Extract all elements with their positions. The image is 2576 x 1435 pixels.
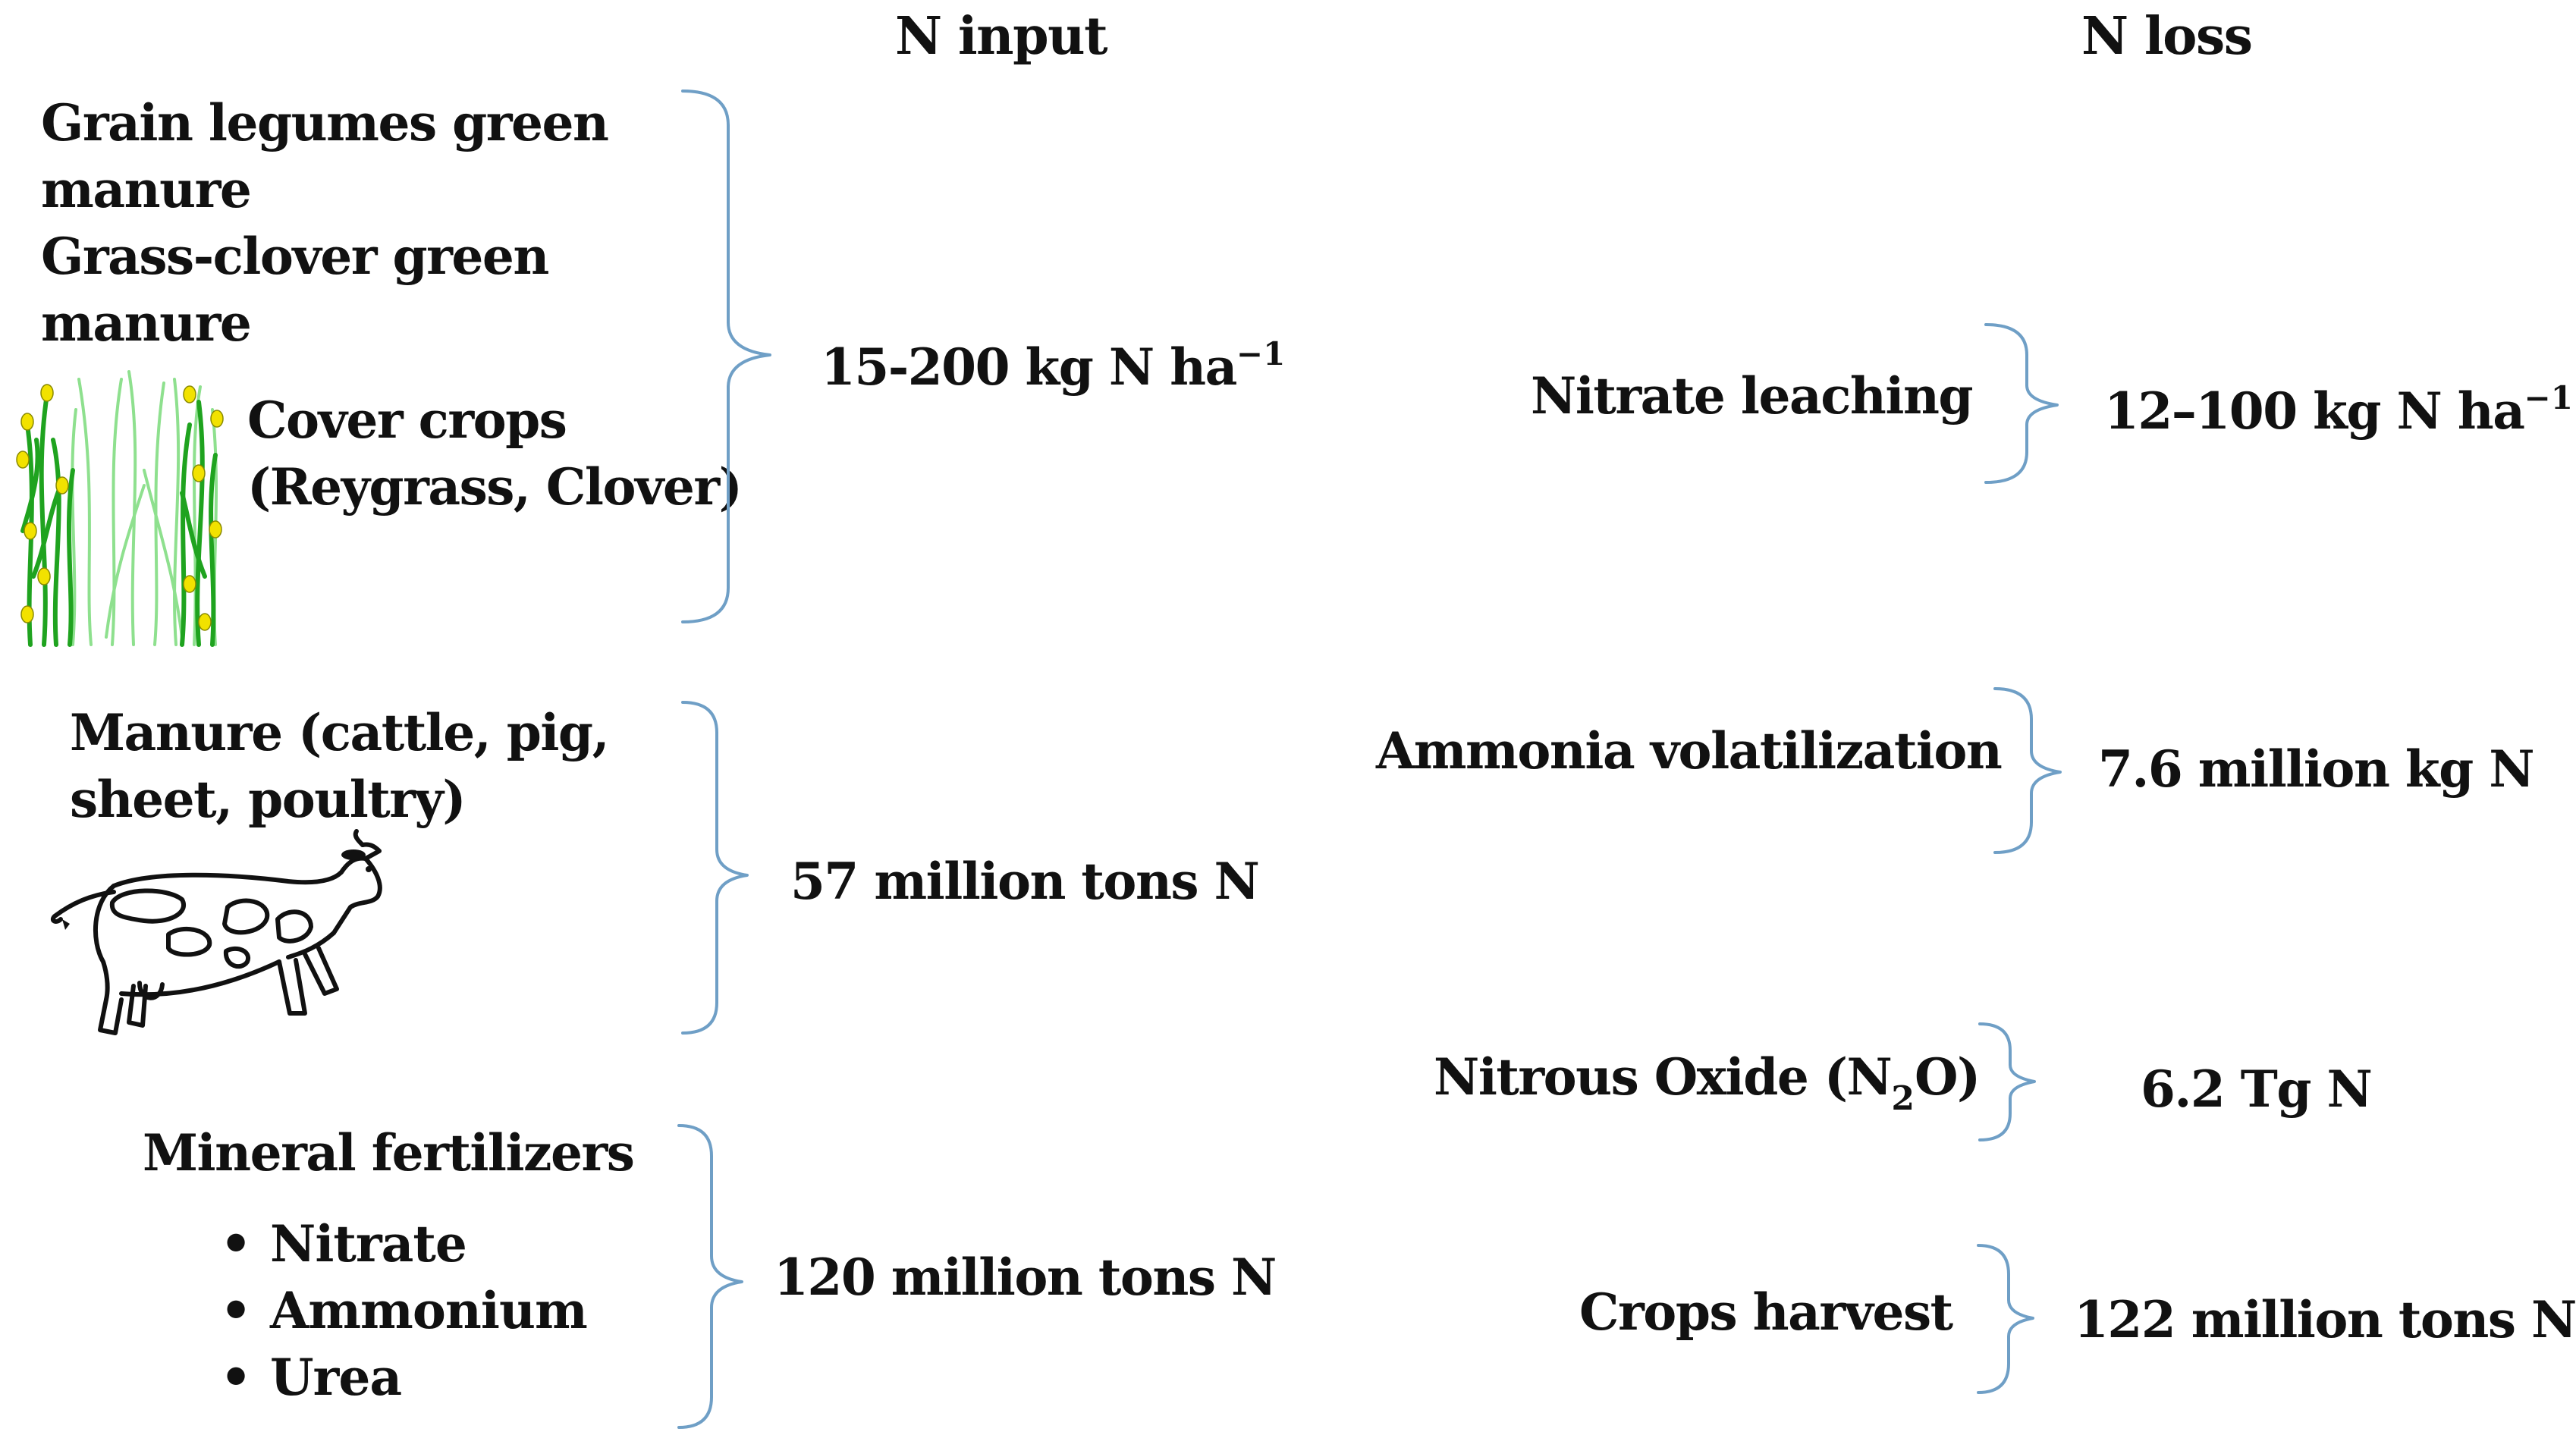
- manure-line-1: Manure (cattle, pig,: [70, 703, 609, 762]
- mineral-item-nitrate: Nitrate: [270, 1214, 467, 1273]
- crops-harvest-label: Crops harvest: [1579, 1283, 1952, 1342]
- legumes-line-1: Grain legumes green: [41, 93, 608, 152]
- nitrous-label-subscript: 2: [1891, 1079, 1915, 1118]
- nitrous-label-pre: Nitrous Oxide (N: [1434, 1047, 1892, 1107]
- legumes-line-4: manure: [41, 294, 251, 353]
- legumes-line-3: Grass-clover green: [41, 227, 548, 286]
- manure-line-2: sheet, poultry): [70, 770, 466, 829]
- nitrous-label-post: O): [1915, 1047, 1980, 1107]
- n-loss-header: N loss: [2081, 6, 2252, 67]
- nitrate-value-exponent: −1: [2524, 379, 2573, 416]
- crops-harvest-value: 122 million tons N: [2074, 1290, 2576, 1349]
- mineral-fertilizers-title: Mineral fertilizers: [143, 1123, 634, 1182]
- legumes-value-main: 15-200 kg N ha: [821, 338, 1236, 397]
- cover-crops-detail: (Reygrass, Clover): [247, 457, 742, 517]
- legumes-line-2: manure: [41, 160, 251, 219]
- legumes-value-exponent: −1: [1236, 335, 1286, 372]
- nitrous-oxide-value: 6.2 Tg N: [2141, 1060, 2372, 1119]
- n-input-header: N input: [895, 6, 1107, 67]
- bullet-icon: •: [220, 1281, 252, 1340]
- mineral-item-urea: Urea: [270, 1348, 402, 1407]
- bullet-icon: •: [220, 1214, 252, 1273]
- mineral-item-ammonium: Ammonium: [270, 1281, 587, 1340]
- ammonia-volatilization-label: Ammonia volatilization: [1376, 721, 2002, 780]
- ammonia-volatilization-value: 7.6 million kg N: [2098, 739, 2534, 799]
- cover-crops-title: Cover crops: [247, 391, 567, 450]
- manure-n-input-value: 57 million tons N: [790, 852, 1259, 911]
- nitrate-leaching-label: Nitrate leaching: [1531, 366, 1973, 425]
- bullet-icon: •: [220, 1348, 252, 1407]
- nitrate-value-main: 12–100 kg N ha: [2104, 382, 2524, 441]
- mineral-n-input-value: 120 million tons N: [774, 1248, 1276, 1307]
